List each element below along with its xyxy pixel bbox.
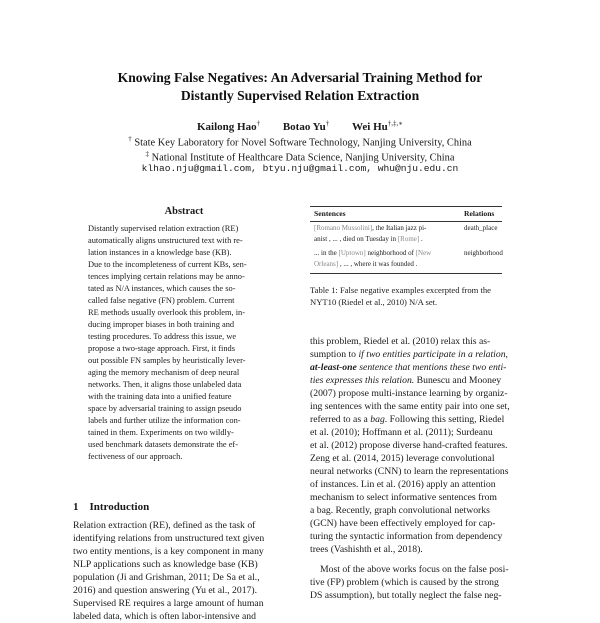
abstract-heading: Abstract xyxy=(164,206,204,217)
abstract-line: called false negative (FN) problem. Current xyxy=(88,296,235,305)
table-cell-sentence xyxy=(314,248,431,259)
entity-tag: [Uptown] xyxy=(338,249,366,257)
affiliation-text: State Key Laboratory for Novel Software Technology, Nanjing University, China xyxy=(134,137,472,149)
body-line xyxy=(310,414,504,426)
intro-line: population (Ji and Grishman, 2011; De Sa et al., xyxy=(73,572,260,583)
entity-tag: [Rome] xyxy=(397,235,420,243)
entity-tag: [New xyxy=(415,249,432,257)
abstract-line: networks. Then, it aligns those unlabeled data xyxy=(88,380,242,389)
body-line: et al. (2010); Hoffmann et al. (2011); Surdeanu xyxy=(310,427,493,438)
body-line: ing sentences with the same entity pair into one set, xyxy=(310,401,510,412)
affiliation xyxy=(0,148,600,164)
table-mid-rule xyxy=(310,221,502,222)
body-line: tive (FP) problem (which is caused by the strong xyxy=(310,577,499,588)
body-text: sumption to xyxy=(310,349,359,360)
abstract-line: Distantly supervised relation extraction (RE) xyxy=(88,224,239,233)
body-line: mechanism to select informative sentences from xyxy=(310,492,497,503)
intro-line: Relation extraction (RE), defined as the task of xyxy=(73,520,256,531)
body-emphasis: bag xyxy=(370,414,385,425)
body-line: (2007) propose multi-instance learning by organiz- xyxy=(310,388,508,399)
body-line xyxy=(310,349,508,361)
abstract-line: out possible FN samples by heuristically lever- xyxy=(88,356,246,365)
author-mark: †,‡,∗ xyxy=(387,119,404,127)
sentence-text: neighborhood of xyxy=(365,249,416,257)
abstract-line: lation instances in a knowledge base (KB). xyxy=(88,248,232,257)
body-emphasis: ties expresses this relation. xyxy=(310,375,415,386)
table-cell-sentence xyxy=(314,223,426,234)
table-cell-relation: death_place xyxy=(464,224,498,232)
section-title: Introduction xyxy=(89,501,150,513)
body-line: a bag. Recently, graph convolutional networks xyxy=(310,505,490,516)
abstract-line: Due to the incompleteness of current KBs, sen- xyxy=(88,260,247,269)
abstract-line: ducing improper biases in both training and xyxy=(88,320,235,329)
body-emphasis: if two entities participate in a relation, xyxy=(358,349,508,360)
author-name: Kailong Hao xyxy=(196,120,257,133)
body-line xyxy=(310,362,506,374)
intro-line: two entity mentions, is a key component in many xyxy=(73,546,264,557)
abstract-line: aging the memory mechanism of deep neural xyxy=(88,368,240,377)
sentence-text: . xyxy=(419,235,423,243)
abstract-line: propose a two-stage approach. First, it finds xyxy=(88,344,235,353)
section-heading xyxy=(73,501,149,513)
abstract-line: with the training data into a unified feature xyxy=(88,392,232,401)
author-emails: klhao.nju@gmail.com, btyu.nju@gmail.com, whu@nju.edu.cn xyxy=(141,163,459,174)
table-caption-line: NYT10 (Riedel et al., 2010) N/A set. xyxy=(310,297,438,307)
affiliation-mark: ‡ xyxy=(145,150,149,158)
body-line: neural networks (CNN) to learn the representations xyxy=(310,466,509,477)
paper-title xyxy=(0,69,600,105)
body-line: turing the syntactic information from dependency xyxy=(310,531,503,542)
table-cell-sentence xyxy=(314,259,417,270)
affiliation xyxy=(0,133,600,149)
author-name: Wei Hu xyxy=(351,120,388,133)
author-name: Botao Yu xyxy=(282,120,326,133)
table-cell-sentence xyxy=(314,234,423,245)
abstract-line: space by adversarial training to assign pseudo xyxy=(88,404,242,413)
intro-line: identifying relations from unstructured text given xyxy=(73,533,265,544)
entity-tag: Orleans] xyxy=(314,260,339,268)
author-list xyxy=(0,117,600,134)
table-cell-relation: neighborhood xyxy=(464,249,503,257)
entity-tag: [Romano Mussolini] xyxy=(314,224,373,232)
body-line: Most of the above works focus on the false posi- xyxy=(320,564,509,575)
body-line: DS assumption), but totally neglect the false neg- xyxy=(310,590,502,601)
abstract-line: tences implying certain relations may be anno- xyxy=(88,272,245,281)
intro-line: 2016) and question answering (Yu et al., 2017). xyxy=(73,585,258,596)
abstract-line: fectiveness of our approach. xyxy=(88,452,183,461)
table-top-rule xyxy=(310,206,502,207)
author-mark: † xyxy=(256,119,261,127)
table-header-relations: Relations xyxy=(464,209,495,218)
body-line: Zeng et al. (2014, 2015) leverage convolutional xyxy=(310,453,495,464)
body-text: Bunescu and Mooney xyxy=(414,375,502,386)
intro-line: Supervised RE requires a large amount of human xyxy=(73,598,264,609)
abstract-line: testing procedures. To address this issue, we xyxy=(88,332,237,341)
sentence-text: ... in the xyxy=(314,249,339,257)
body-line: trees (Vashishth et al., 2018). xyxy=(310,544,423,555)
affiliation-mark: † xyxy=(128,135,132,143)
body-line: of instances. Lin et al. (2016) apply an attention xyxy=(310,479,496,490)
abstract-line: automatically aligns unstructured text with re- xyxy=(88,236,243,245)
section-number: 1 xyxy=(73,501,79,513)
body-line: this problem, Riedel et al. (2010) relax this as- xyxy=(310,336,491,347)
paper-title-line: Distantly Supervised Relation Extraction xyxy=(180,88,420,103)
table-bottom-rule xyxy=(310,273,502,274)
body-text: referred to as a xyxy=(310,414,371,425)
body-strong: at-least-one xyxy=(310,362,357,373)
body-line xyxy=(310,375,501,387)
abstract-line: labels and further utilize the information con- xyxy=(88,416,241,425)
abstract-line: RE methods usually overlook this problem, in- xyxy=(88,308,246,317)
author xyxy=(283,121,329,133)
sentence-text: , ... , where it was founded . xyxy=(338,260,418,268)
body-line: et al. (2012) propose diverse hand-crafted features. xyxy=(310,440,508,451)
author xyxy=(352,121,403,133)
sentence-text: anist , ... , died on Tuesday in xyxy=(314,235,398,243)
table-header-sentences: Sentences xyxy=(314,209,346,218)
intro-line: NLP applications such as knowledge base (KB) xyxy=(73,559,258,570)
body-line: (GCN) have been effectively employed for cap- xyxy=(310,518,496,529)
affiliation-text: National Institute of Healthcare Data Science, Nanjing University, China xyxy=(151,152,455,164)
body-emphasis: sentence that mentions these two enti- xyxy=(356,362,507,373)
abstract-line: tained in them. Experiments on two wildly- xyxy=(88,428,234,437)
author xyxy=(197,121,260,133)
author-mark: † xyxy=(325,119,330,127)
table-caption-line: Table 1: False negative examples excerpted from the xyxy=(310,285,491,295)
abstract-line: tated as N/A instances, which causes the so- xyxy=(88,284,236,293)
body-text: . Following this setting, Riedel xyxy=(384,414,505,425)
abstract-line: used benchmark datasets demonstrate the ef- xyxy=(88,440,238,449)
paper-title-line: Knowing False Negatives: An Adversarial Training Method for xyxy=(117,70,483,85)
sentence-text: , the Italian jazz pi- xyxy=(372,224,427,232)
intro-line: labeled data, which is often labor-intensive and xyxy=(73,611,256,622)
